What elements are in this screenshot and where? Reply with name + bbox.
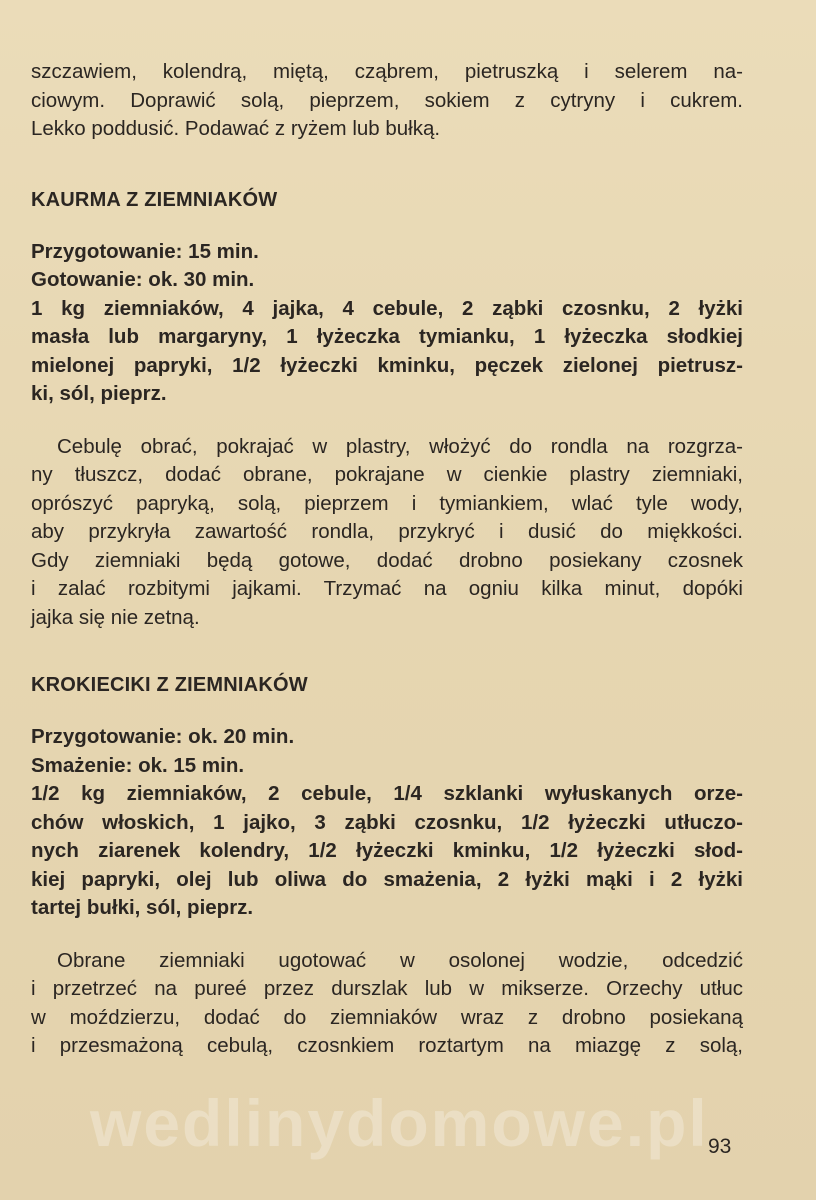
instruction-line: Gdy ziemniaki będą gotowe, dodać drobno posiekany czosnek: [31, 548, 743, 572]
instruction-line: i przetrzeć na pureé przez durszlak lub w mikserze. Orzechy utłuc: [31, 977, 743, 1000]
recipe-title: KROKIECIKI Z ZIEMNIAKÓW: [31, 674, 308, 696]
recipe-instructions: [31, 433, 743, 633]
cook-time: Gotowanie: ok. 30 min.: [31, 268, 255, 291]
recipe-instructions: [31, 947, 743, 1061]
ingredients-line: nych ziarenek kolendry, 1/2 łyżeczki kminku, 1/2 łyżeczki słod-: [31, 839, 743, 862]
intro-paragraph: [31, 58, 743, 144]
instruction-line: oprószyć papryką, solą, pieprzem i tymiankiem, wlać tyle wody,: [31, 491, 743, 515]
recipe-kaurma: [31, 186, 743, 633]
ingredients-line: 1/2 kg ziemniaków, 2 cebule, 1/4 szklanki wyłuskanych orze-: [31, 782, 743, 805]
instruction-line: ny tłuszcz, dodać obrane, pokrajane w cienkie plastry ziemniaki,: [31, 463, 743, 486]
ingredients-line: mielonej papryki, 1/2 łyżeczki kminku, pęczek zielonej pietrusz-: [31, 353, 743, 377]
instruction-line: w moździerzu, dodać do ziemniaków wraz z drobno posiekaną: [31, 1005, 743, 1029]
recipe-meta: [31, 238, 743, 409]
instruction-line: jajka się nie zetną.: [31, 605, 200, 629]
ingredients-line: 1 kg ziemniaków, 4 jajka, 4 cebule, 2 ząbki czosnku, 2 łyżki: [31, 296, 743, 320]
ingredients-line: chów włoskich, 1 jajko, 3 ząbki czosnku, 1/2 łyżeczki utłuczo-: [31, 810, 743, 834]
instruction-line: i zalać rozbitymi jajkami. Trzymać na ogniu kilka minut, dopóki: [31, 577, 743, 600]
ingredients-line: ki, sól, pieprz.: [31, 382, 167, 405]
text-line: ciowym. Doprawić solą, pieprzem, sokiem z cytryny i cukrem.: [31, 88, 743, 112]
instruction-line: i przesmażoną cebulą, czosnkiem roztartym na miazgę z solą,: [31, 1034, 743, 1057]
recipe-krokieciki: [31, 671, 743, 1061]
text-line: Lekko poddusić. Podawać z ryżem lub bułką.: [31, 117, 441, 140]
ingredients-line: tartej bułki, sól, pieprz.: [31, 896, 254, 919]
page-number: 93: [708, 1135, 732, 1158]
watermark: wedlinydomowe.pl: [90, 1086, 709, 1160]
text-column: [31, 58, 743, 1061]
ingredients-line: masła lub margaryny, 1 łyżeczka tymianku, 1 łyżeczka słodkiej: [31, 325, 743, 348]
ingredients-line: kiej papryki, olej lub oliwa do smażenia, 2 łyżki mąki i 2 łyżki: [31, 867, 743, 891]
instruction-line: aby przykryła zawartość rondla, przykryć i dusić do miękkości.: [31, 520, 743, 543]
instruction-line: Cebulę obrać, pokrajać w plastry, włożyć do rondla na rozgrza-: [57, 434, 743, 458]
cook-time: Smażenie: ok. 15 min.: [31, 753, 245, 777]
instruction-line: Obrane ziemniaki ugotować w osolonej wodzie, odcedzić: [57, 948, 743, 972]
prep-time: Przygotowanie: 15 min.: [31, 239, 259, 263]
text-line: szczawiem, kolendrą, miętą, cząbrem, pietruszką i selerem na-: [31, 60, 743, 83]
recipe-title: KAURMA Z ZIEMNIAKÓW: [31, 188, 278, 211]
recipe-meta: [31, 723, 743, 923]
prep-time: Przygotowanie: ok. 20 min.: [31, 725, 295, 748]
